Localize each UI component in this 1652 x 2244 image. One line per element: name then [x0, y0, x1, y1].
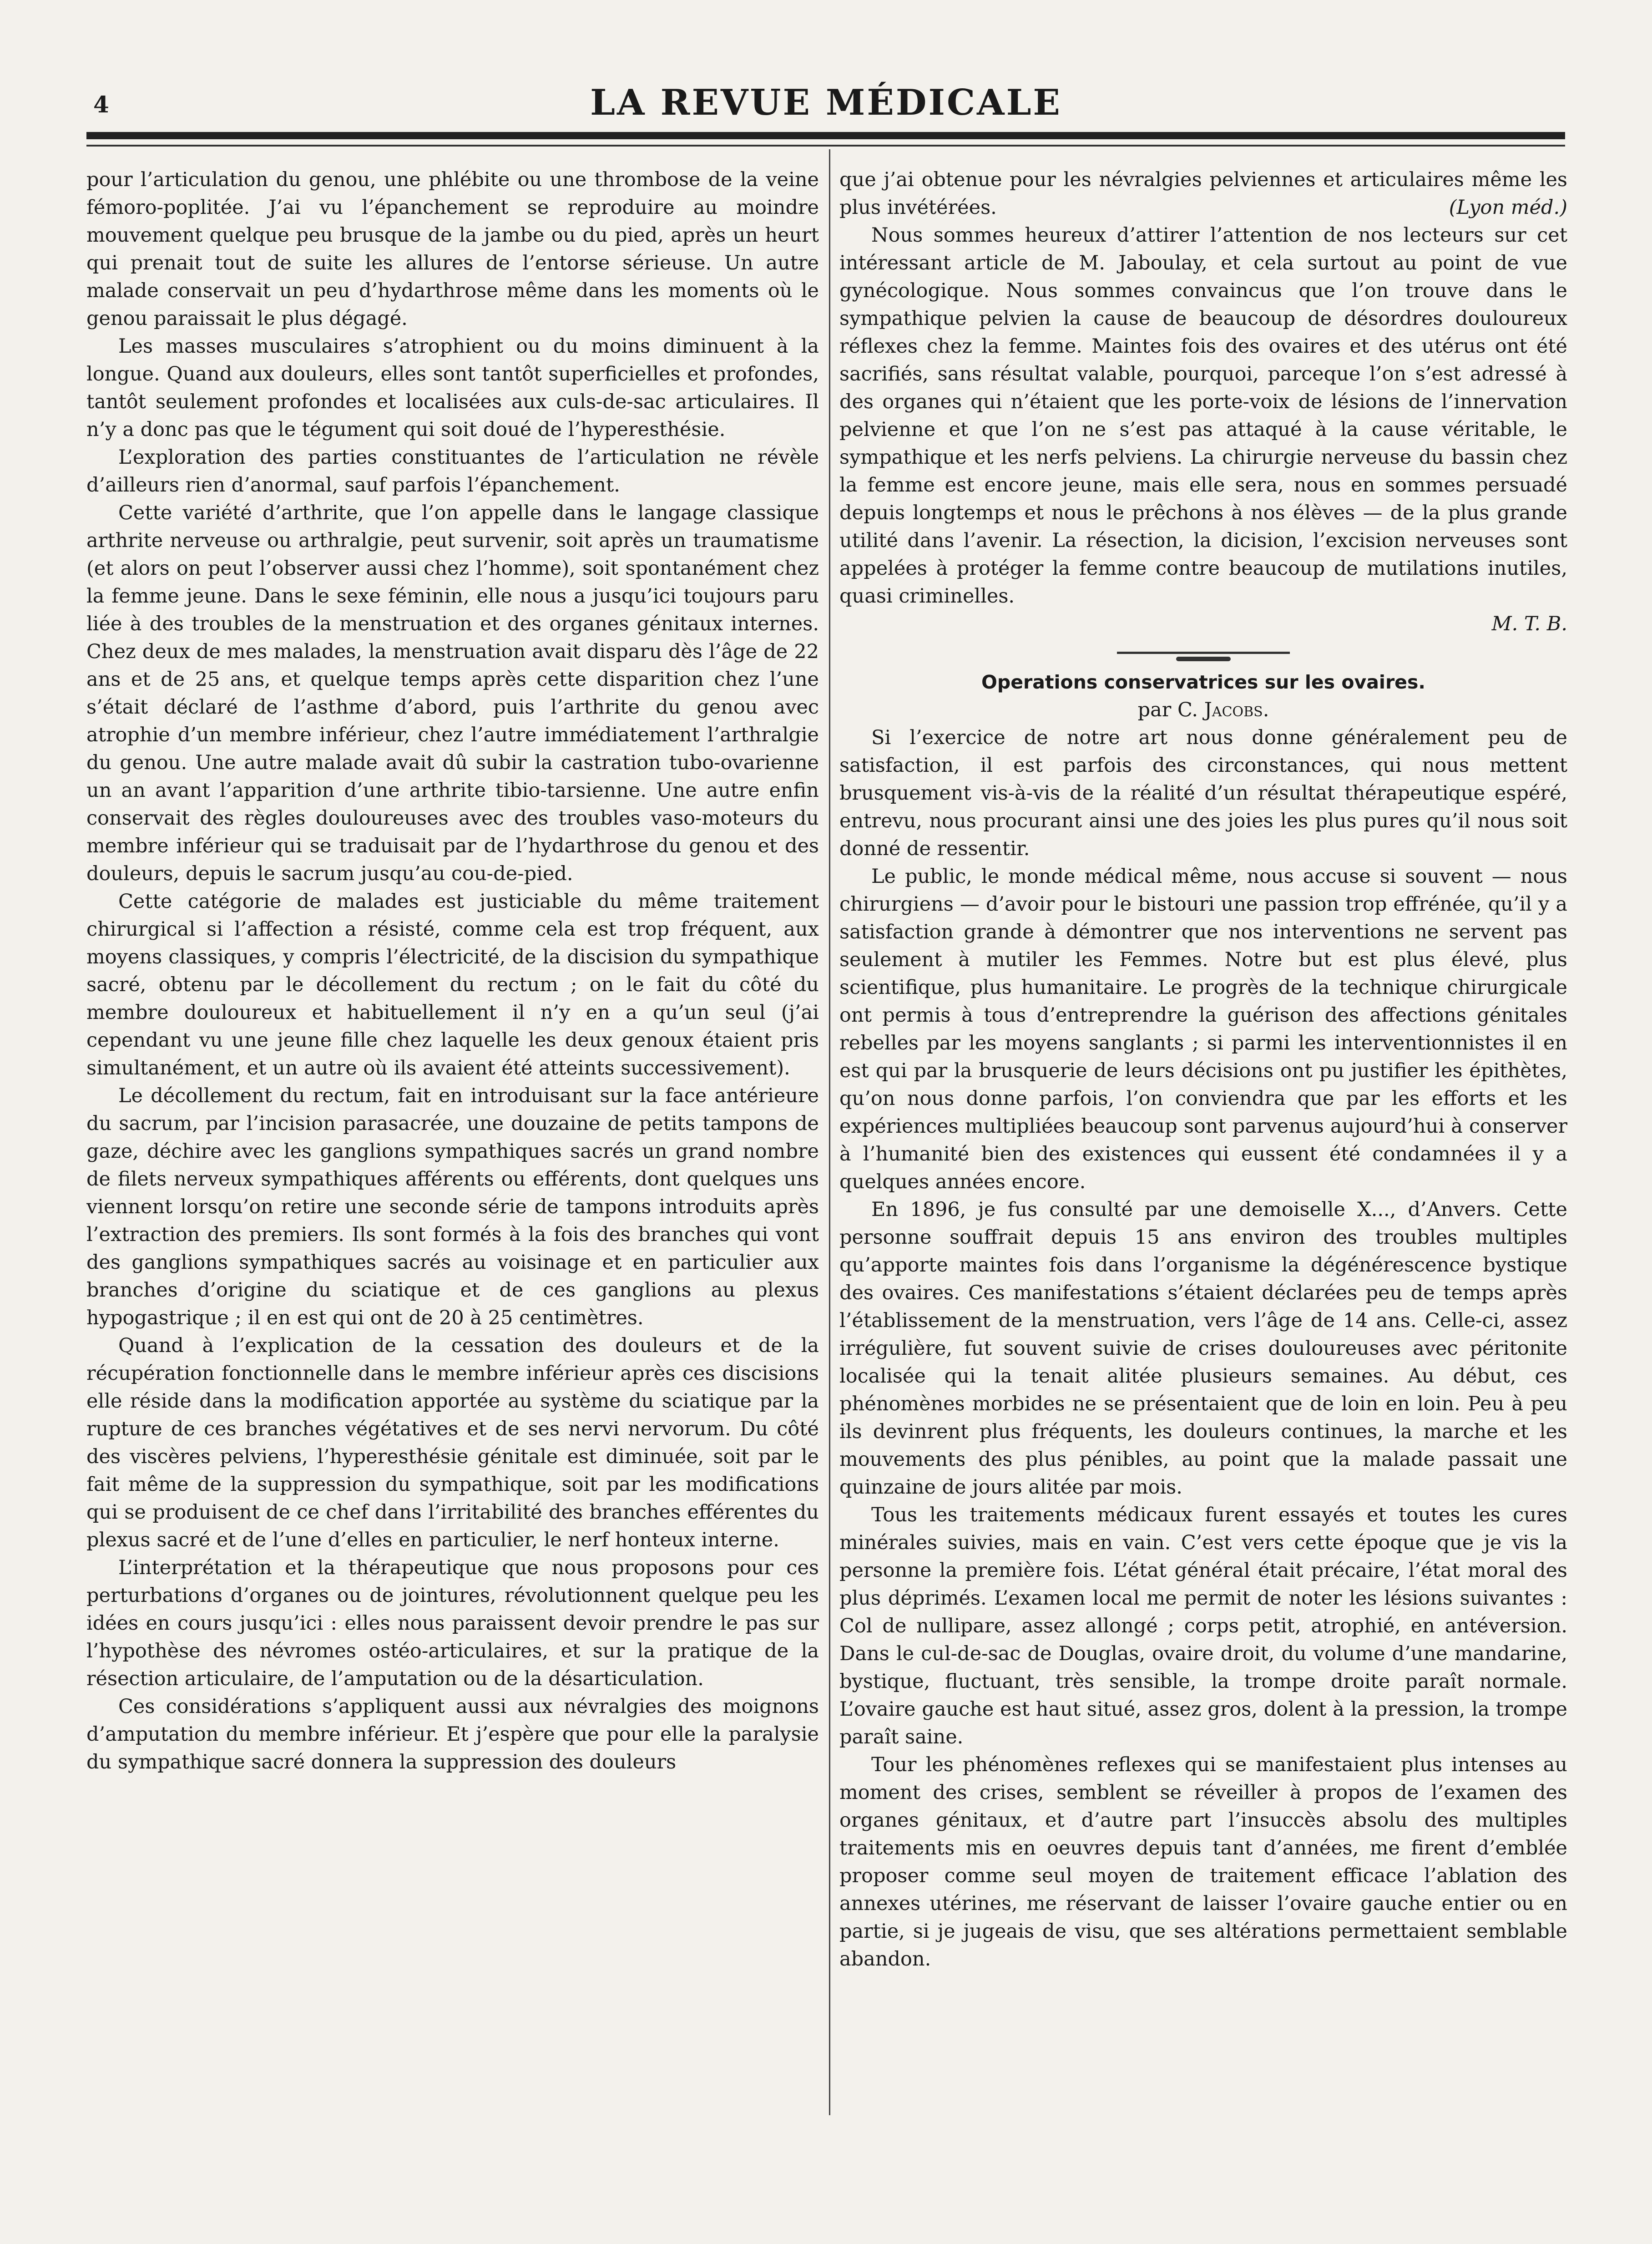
paragraph: Le public, le monde médical même, nous accuse si souvent — nous chirurgiens — d’avoir pour le bistouri une passion trop effrénée, qu’il y a satisfaction grande à démontrer que nos interventions ne servent pas seulement à mutiler les Femmes. Notre but est plus élevé, plus scientifique, plus humanitaire. Le progrès de la technique chirurgicale ont permis à tous d’entreprendre la guérison des affections génitales rebelles par les moyens sanglants ; si parmi les interventionnistes il en est qui par la brusquerie de leurs décisions ont pu justifier les épithètes, qu’on nous donne parfois, l’on conviendra que par les efforts et les expériences multipliées beaucoup sont parvenus aujourd’hui à conserver à l’humanité bien des existences qui eussent été condamnées il y a quelques années encore.: [839, 865, 1567, 1193]
left-column: [86, 166, 819, 2123]
paragraph: Tour les phénomènes reflexes qui se manifestaient plus intenses au moment des crises, semblent se réveiller à propos de l’examen des organes génitaux, et d’autre part l’insuccès absolu des multiples traitements mis en oeuvres depuis tant d’années, me firent d’emblée proposer comme seul moyen de traitement efficace l’ablation des annexes utérines, me réservant de laisser l’ovaire gauche entier ou en partie, si je jugeais de visu, que ses altérations permettaient semblable abandon.: [839, 1753, 1567, 1970]
source-citation: (Lyon méd.): [1449, 196, 1567, 219]
page-number: 4: [93, 91, 109, 118]
header-rule-thick: [86, 132, 1565, 139]
paragraph: Si l’exercice de notre art nous donne généralement peu de satisfaction, il est parfois des circonstances, qui nous mettent brusquement vis-à-vis de la réalité d’un résultat thérapeutique espéré, entrevu, nous procurant ainsi une des joies les plus pures qu’il nous soit donné de ressentir.: [839, 726, 1567, 860]
separator-ornament: [1176, 657, 1231, 661]
paragraph: pour l’articulation du genou, une phlébite ou une thrombose de la veine fémoro-poplitée. J’ai vu l’épanchement se reproduire au moindre mouvement quelque peu brusque de la jambe ou du pied, après un heurt qui prenait tout de suite les allures de l’entorse sérieuse. Un autre malade conservait un peu d’hydarthrose même dans les moments où le genou paraissait le plus dégagé.: [86, 168, 819, 330]
continuation-paragraph: [839, 166, 1567, 222]
byline-prefix: par C.: [1137, 699, 1198, 721]
journal-title: LA REVUE MÉDICALE: [590, 82, 1062, 123]
right-column: [839, 166, 1567, 2123]
paragraph: Ces considérations s’appliquent aussi aux névralgies des moignons d’amputation du membre inférieur. Et j’espère que pour elle la paralysie du sympathique sacré donnera la suppression des douleurs: [86, 1695, 819, 1773]
paragraph: Cette catégorie de malades est justiciable du même traitement chirurgical si l’affection a résisté, comme cela est trop fréquent, aux moyens classiques, y compris l’électricité, de la discision du sympathique sacré, obtenu par le décollement du rectum ; on le fait du côté du membre douloureux et habituellement il n’y en a qu’un seul (j’ai cependant vu une jeune fille chez laquelle les deux genoux étaient pris simultanément, et un autre où ils avaient été atteints successivement).: [86, 890, 819, 1079]
editorial-signature: M. T. B.: [1491, 613, 1567, 635]
header-rule-thin: [86, 145, 1565, 147]
continuation-text: que j’ai obtenue pour les névralgies pelviennes et articulaires même les plus invétérées.: [839, 168, 1567, 219]
byline: [839, 696, 1567, 724]
column-divider: [829, 149, 830, 2115]
byline-author: Jacobs.: [1204, 699, 1269, 721]
paragraph: En 1896, je fus consulté par une demoiselle X..., d’Anvers. Cette personne souffrait depuis 15 ans environ des troubles multiples qu’apporte maintes fois dans l’organisme la dégénérescence bystique des ovaires. Ces manifestations s’étaient déclarées peu de temps après l’établissement de la menstruation, vers l’âge de 14 ans. Celle-ci, assez irrégulière, fut souvent suivie de crises douloureuses avec péritonite localisée qui la tenait alitée plusieurs semaines. Au début, ces phénomènes morbides ne se présentaient que de loin en loin. Peu à peu ils devinrent plus fréquents, les douleurs continues, la marche et les mouvements des plus pénibles, au point que la malade passait une quinzaine de jours alitée par mois.: [839, 1198, 1567, 1499]
paragraph: Les masses musculaires s’atrophient ou du moins diminuent à la longue. Quand aux douleurs, elles sont tantôt superficielles et profondes, tantôt seulement profondes et localisées aux culs-de-sac articulaires. Il n’y a donc pas que le tégument qui soit doué de l’hyperesthésie.: [86, 335, 819, 441]
editorial-note: Nous sommes heureux d’attirer l’attention de nos lecteurs sur cet intéressant article de M. Jaboulay, et cela surtout au point de vue gynécologique. Nous sommes convaincus que l’on trouve dans le sympathique pelvien la cause de beaucoup de désordres douloureux réflexes chez la femme. Maintes fois des ovaires et des utérus ont été sacrifiés, sans résultat valable, pourquoi, parceque l’on s’est adressé à des organes qui n’étaient que les porte-voix de lésions de l’innervation pelvienne et que l’on ne s’est pas attaqué à la cause véritable, le sympathique et les nerfs pelviens. La chirurgie nerveuse du bassin chez la femme est encore jeune, mais elle sera, nous en sommes persuadé depuis longtemps et nous le prêchons à nos élèves — de la plus grande utilité dans l’avenir. La résection, la dicision, l’excision nerveuses sont appelées à protéger la femme contre beaucoup de mutilations inutiles, quasi criminelles.: [839, 224, 1567, 608]
paragraph: Tous les traitements médicaux furent essayés et toutes les cures minérales suivies, mais en vain. C’est vers cette époque que je vis la personne la première fois. L’état général était précaire, l’état moral des plus déprimés. L’examen local me permit de noter les lésions suivantes : Col de nullipare, assez allongé ; corps petit, atrophié, en antéversion. Dans le cul-de-sac de Douglas, ovaire droit, du volume d’une mandarine, bystique, fluctuant, très sensible, la trompe droite paraît normale. L’ovaire gauche est haut situé, assez gros, dolent à la pression, la trompe paraît saine.: [839, 1504, 1567, 1748]
paragraph: L’interprétation et la thérapeutique que nous proposons pour ces perturbations d’organes ou de jointures, révolutionnent quelque peu les idées en cours jusqu’ici : elles nous paraissent devoir prendre le pas sur l’hypothèse des névromes ostéo-articulaires, et sur la pratique de la résection articulaire, de l’amputation ou de la désarticulation.: [86, 1556, 819, 1690]
paragraph: Quand à l’explication de la cessation des douleurs et de la récupération fonctionnelle dans le membre inférieur après ces discisions elle réside dans la modification apportée au système du sciatique par la rupture de ces branches végétatives et de ses nervi nervorum. Du côté des viscères pelviens, l’hyperesthésie génitale est diminuée, soit par le fait même de la suppression du sympathique, soit par les modifications qui se produisent de ce chef dans l’irritabilité des branches efférentes du plexus sacré et de l’une d’elles en particulier, le nerf honteux interne.: [86, 1334, 819, 1551]
section-separator: [1117, 652, 1290, 654]
paragraph: L’exploration des parties constituantes de l’articulation ne révèle d’ailleurs rien d’anormal, sauf parfois l’épanchement.: [86, 446, 819, 496]
paragraph: Cette variété d’arthrite, que l’on appelle dans le langage classique arthrite nerveuse ou arthralgie, peut survenir, soit après un traumatisme (et alors on peut l’observer aussi chez l’homme), soit spontanément chez la femme jeune. Dans le sexe féminin, elle nous a jusqu’ici toujours paru liée à des troubles de la menstruation et des organes génitaux internes. Chez deux de mes malades, la menstruation avait disparu dès l’âge de 22 ans et de 25 ans, et quelque temps après cette disparition chez l’une s’était déclaré de l’asthme d’abord, puis l’arthrite du genou avec atrophie d’un membre inférieur, chez l’autre immédiatement l’arthralgie du genou. Une autre malade avait dû subir la castration tubo-ovarienne un an avant l’apparition d’une arthrite tibio-tarsienne. Une autre enfin conservait des règles douloureuses avec des troubles vaso-moteurs du membre inférieur qui se traduisait par de l’hydarthrose du genou et des douleurs, depuis le sacrum jusqu’au cou-de-pied.: [86, 501, 819, 885]
paragraph: Le décollement du rectum, fait en introduisant sur la face antérieure du sacrum, par l’incision parasacrée, une douzaine de petits tampons de gaze, déchire avec les ganglions sympathiques sacrés un grand nombre de filets nerveux sympathiques afférents ou efférents, dont quelques uns viennent lorsqu’on retire une seconde série de tampons introduits après l’extraction des premiers. Ils sont formés à la fois des branches qui vont des ganglions sympathiques sacrés au voisinage et en particulier aux branches d’origine du sciatique et de ces ganglions au plexus hypogastrique ; il en est qui ont de 20 à 25 centimètres.: [86, 1084, 819, 1329]
section-title: Operations conservatrices sur les ovaires.: [981, 671, 1425, 693]
